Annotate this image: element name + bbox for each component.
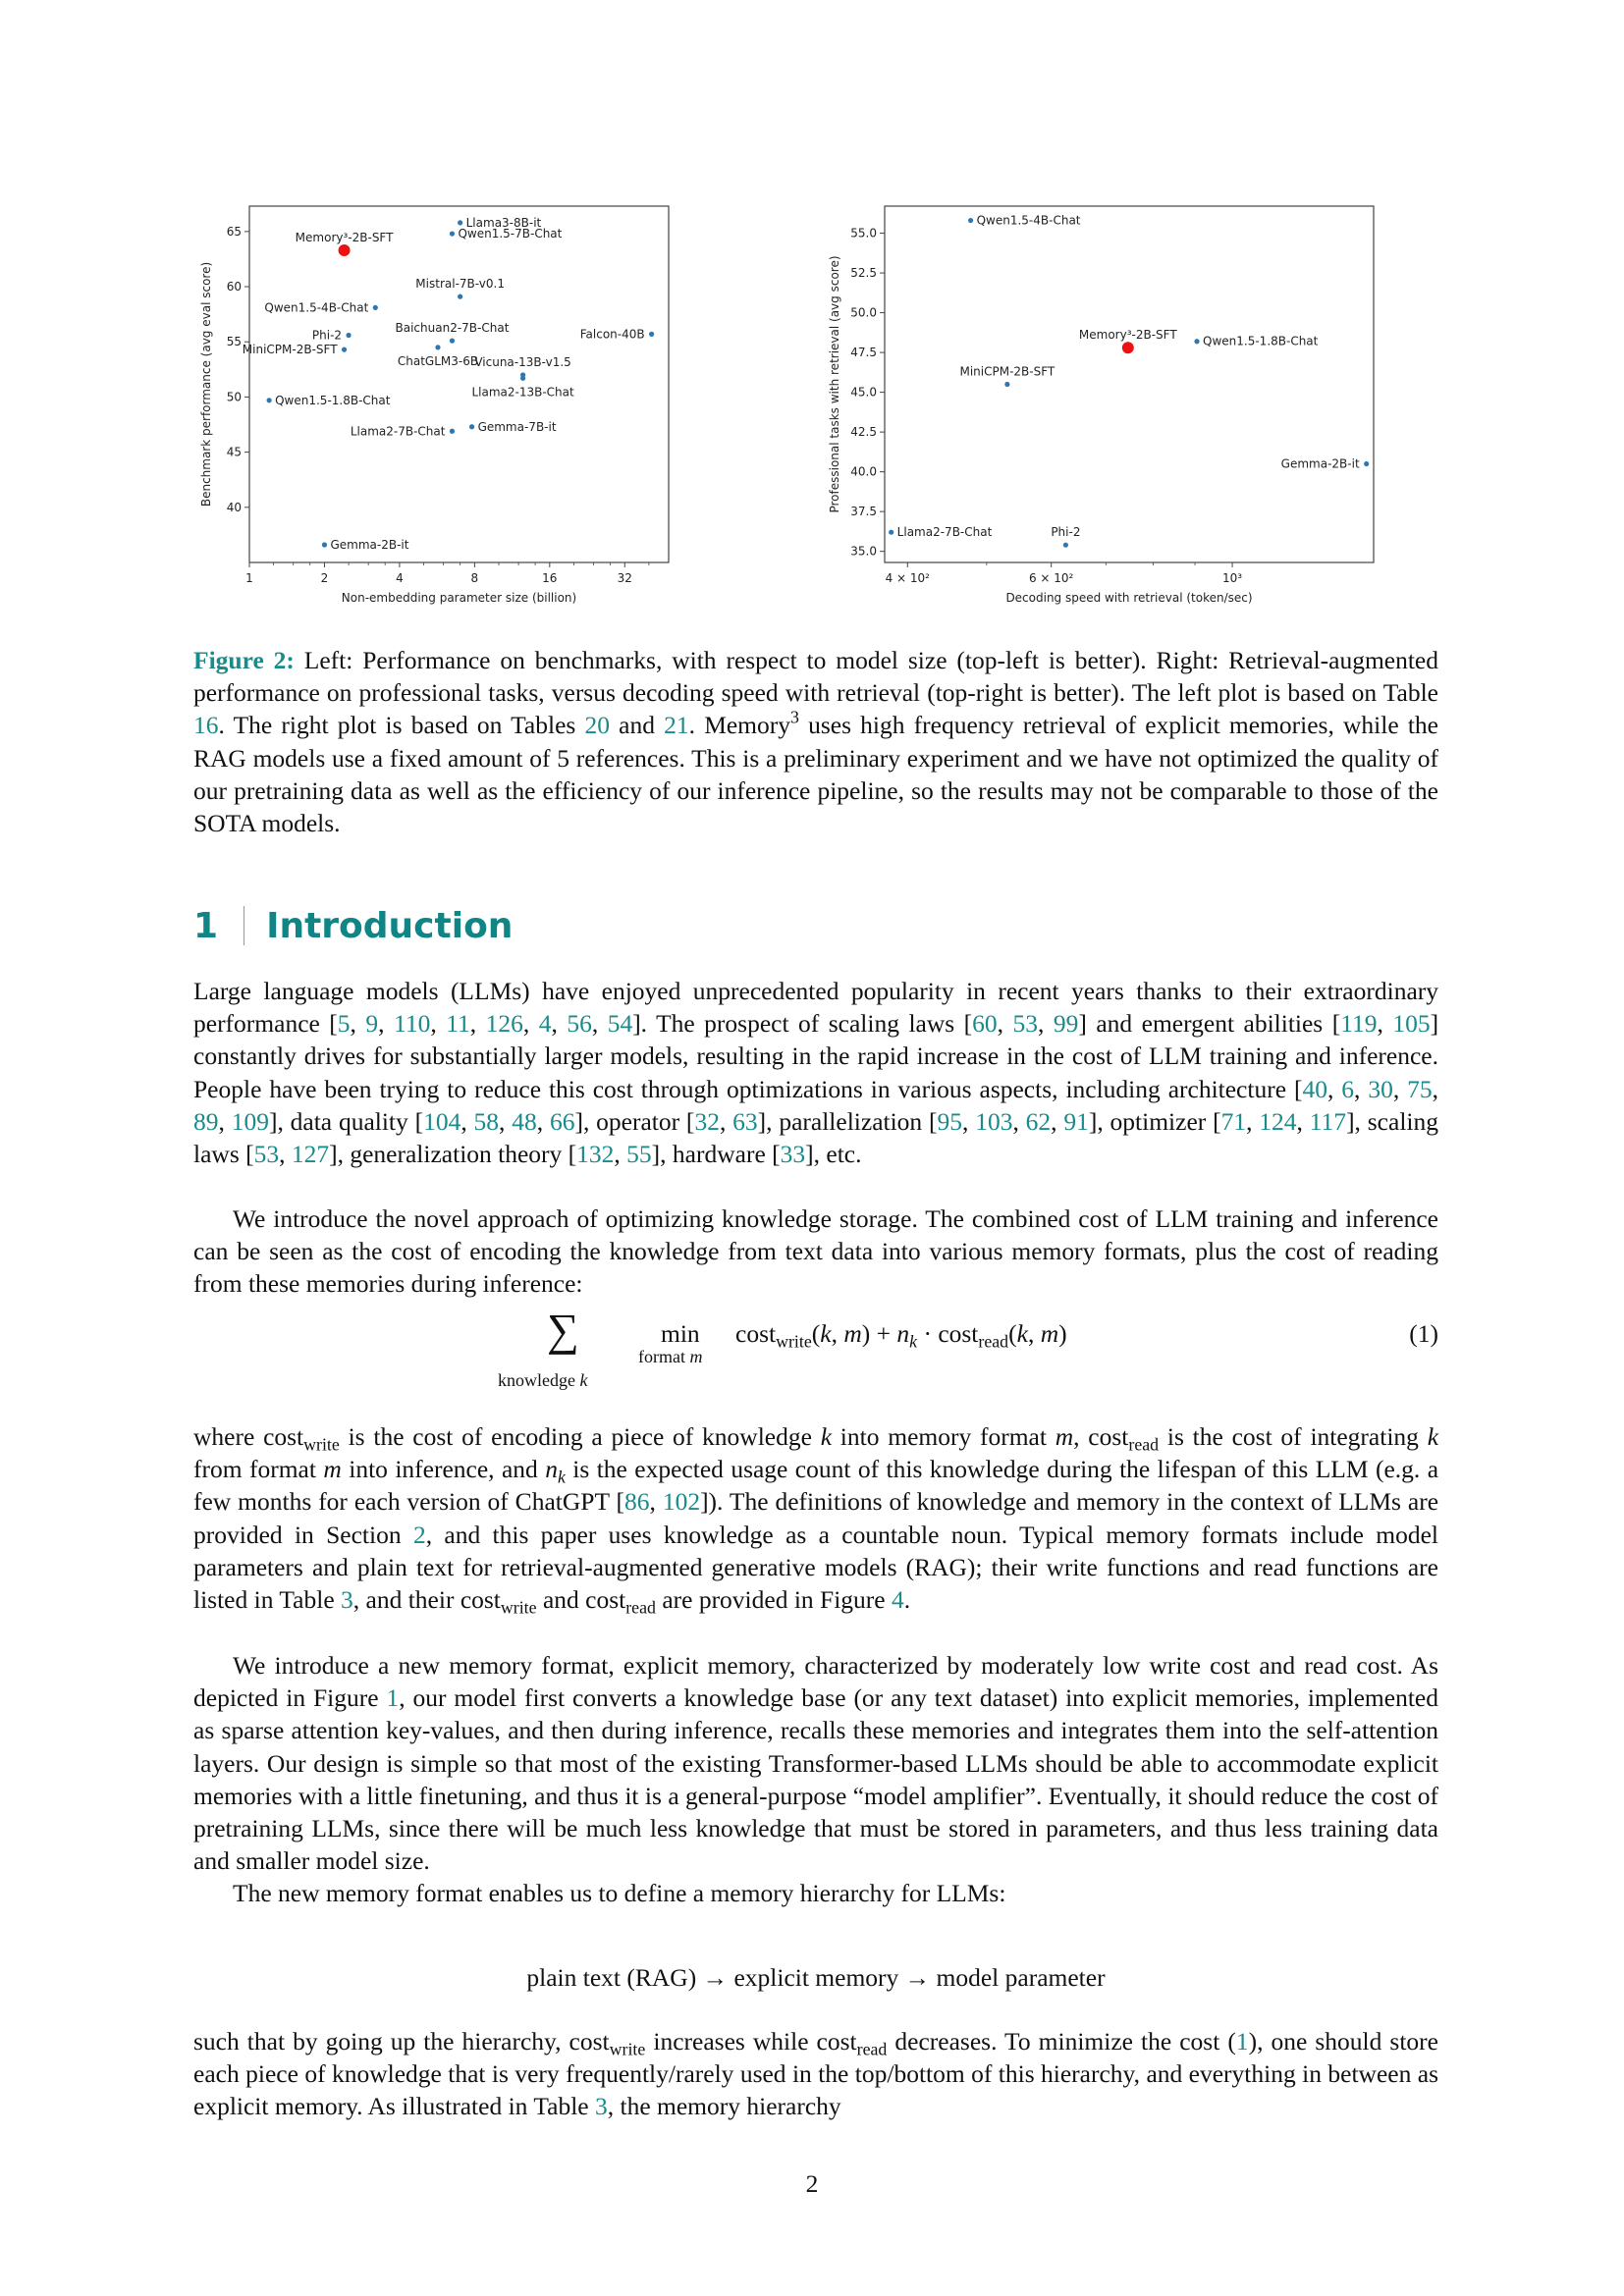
y-axis-label: Professional tasks with retrieval (avg score) xyxy=(828,255,841,513)
citation-link[interactable]: 56 xyxy=(567,1009,592,1039)
sum-symbol: ∑ xyxy=(547,1305,579,1355)
citation-link[interactable]: 11 xyxy=(446,1009,470,1039)
data-point xyxy=(889,530,893,535)
citation-link[interactable]: 66 xyxy=(549,1106,575,1136)
paragraph-1: Large language models (LLMs) have enjoyed unprecedented popularity in recent years thanks to their extraordinary performance [5, 9, 110, 11, 126, 4, 56, 54]. The prospect of scaling laws [60, 53, 99] and emergent abilities [119, 105] constantly drives for substantially larger models, resulting in the rapid increase in the cost of LLM training and inference. People have been trying to reduce this cost through optimizations in various aspects, including architecture [40, 6, 30, 75, 89, 109], data quality [104, 58, 48, 66], operator [32, 63], parallelization [95, 103, 62, 91], optimizer [71, 124, 117], scaling laws [53, 127], generalization theory [132, 55], hardware [33], etc. xyxy=(193,977,1439,1169)
data-point xyxy=(450,429,455,434)
point-label: MiniCPM-2B-SFT xyxy=(242,343,338,357)
citation-link[interactable]: 91 xyxy=(1063,1106,1089,1136)
point-label: ChatGLM3-6B xyxy=(397,353,479,368)
citation-link[interactable]: 60 xyxy=(972,1009,998,1039)
highlight-point xyxy=(1122,342,1134,353)
point-label: Baichuan2-7B-Chat xyxy=(395,321,510,336)
x-tick-label: 1 xyxy=(245,571,253,585)
y-tick-label: 40 xyxy=(226,500,242,514)
point-label: Qwen1.5-4B-Chat xyxy=(976,213,1081,228)
citation-link[interactable]: 132 xyxy=(576,1140,615,1169)
data-point xyxy=(520,376,525,381)
citation-link[interactable]: 40 xyxy=(1302,1074,1327,1103)
y-tick-label: 45.0 xyxy=(850,385,877,400)
y-tick-label: 55.0 xyxy=(850,226,877,240)
citation-link[interactable]: 9 xyxy=(365,1009,379,1039)
y-tick-label: 40.0 xyxy=(850,464,877,479)
data-point xyxy=(649,332,654,337)
paragraph-5: The new memory format enables us to define a memory hierarchy for LLMs: xyxy=(233,1879,1006,1908)
y-tick-label: 55 xyxy=(226,335,242,349)
point-label: Qwen1.5-4B-Chat xyxy=(264,300,369,315)
citation-link[interactable]: 127 xyxy=(291,1140,330,1169)
citation-link[interactable]: 71 xyxy=(1220,1106,1247,1136)
citation-link[interactable]: 124 xyxy=(1259,1106,1297,1136)
data-point xyxy=(458,294,462,299)
x-tick-label: 2 xyxy=(320,571,329,585)
citation-link[interactable]: 30 xyxy=(1368,1074,1393,1103)
memory-hierarchy: plain text (RAG) → explicit memory → model parameter xyxy=(526,1963,1106,1992)
x-tick-label: 16 xyxy=(542,571,558,585)
equation-1 xyxy=(193,1305,1438,1390)
sum-subscript: knowledge k xyxy=(498,1370,588,1390)
table-ref-3[interactable]: 3 xyxy=(594,2092,608,2121)
data-point xyxy=(435,345,440,349)
x-tick-label: 4 xyxy=(396,571,404,585)
point-label: Llama2-7B-Chat xyxy=(350,424,446,439)
x-tick-label: 4 × 10² xyxy=(885,571,930,585)
point-label: MiniCPM-2B-SFT xyxy=(959,364,1056,379)
figure-label: Figure 2: xyxy=(193,646,295,674)
x-axis-label: Decoding speed with retrieval (token/sec) xyxy=(1005,591,1253,605)
y-tick-label: 50.0 xyxy=(850,305,877,320)
citation-link[interactable]: 110 xyxy=(394,1009,431,1039)
equation-ref-1[interactable]: 1 xyxy=(1235,2027,1249,2056)
data-point xyxy=(267,398,272,402)
data-point xyxy=(968,218,973,223)
section-number: 1 xyxy=(193,905,219,946)
x-tick-label: 10³ xyxy=(1222,571,1243,585)
data-point xyxy=(322,542,327,547)
citation-link[interactable]: 53 xyxy=(1012,1009,1039,1039)
citation-link[interactable]: 103 xyxy=(975,1106,1013,1136)
point-label: Qwen1.5-7B-Chat xyxy=(458,227,563,241)
data-point xyxy=(1004,382,1009,387)
x-tick-label: 8 xyxy=(470,571,479,585)
citation-link[interactable]: 86 xyxy=(624,1487,650,1517)
point-label: Qwen1.5-1.8B-Chat xyxy=(275,393,391,407)
citation-link[interactable]: 32 xyxy=(694,1106,720,1136)
equation-number: (1) xyxy=(1409,1319,1438,1348)
citation-link[interactable]: 89 xyxy=(193,1106,219,1136)
citation-link[interactable]: 48 xyxy=(512,1106,537,1136)
citation-link[interactable]: 6 xyxy=(1341,1074,1355,1103)
table-ref-3[interactable]: 3 xyxy=(341,1585,353,1615)
point-label: Gemma-2B-it xyxy=(1280,456,1360,471)
plot-frame xyxy=(249,206,669,562)
point-label: Gemma-2B-it xyxy=(330,538,409,553)
y-tick-label: 37.5 xyxy=(850,505,877,519)
citation-link[interactable]: 95 xyxy=(937,1106,962,1136)
citation-link[interactable]: 4 xyxy=(538,1009,552,1039)
citation-link[interactable]: 63 xyxy=(732,1106,758,1136)
highlight-point xyxy=(339,244,351,256)
point-label: Phi-2 xyxy=(1051,525,1081,540)
citation-link[interactable]: 53 xyxy=(253,1140,280,1169)
data-point xyxy=(450,339,455,344)
y-axis-label: Benchmark performance (avg eval score) xyxy=(199,261,213,507)
paragraph-4: We introduce a new memory format, explicit memory, characterized by moderately low write cost and read cost. As depicted in Figure 1, our model first converts a knowledge base (or any text dataset) into explicit memories, implemented as sparse attention key-values, and then during inference, recalls these memories and integrates them into the self-attention layers. Our design is simple so that most of the existing Transformer-based LLMs should be able to accommodate explicit memories with a little finetuning, and thus it is a general-purpose “model amplifier”. Eventually, it should reduce the cost of pretraining LLMs, since there will be much less knowledge that must be stored in parameters, and thus less training data and smaller model size. The new memory format enables us to define a memory hierarchy for LLMs: xyxy=(193,1649,1438,1910)
y-tick-label: 47.5 xyxy=(850,346,877,360)
data-point xyxy=(469,424,474,429)
citation-link[interactable]: 109 xyxy=(231,1106,269,1136)
point-label: Llama2-7B-Chat xyxy=(896,525,993,540)
point-label: Qwen1.5-1.8B-Chat xyxy=(1203,334,1319,348)
section-ref-2[interactable]: 2 xyxy=(412,1520,426,1549)
citation-link[interactable]: 55 xyxy=(626,1140,652,1169)
citation-link[interactable]: 75 xyxy=(1407,1074,1433,1103)
point-label: Llama2-13B-Chat xyxy=(471,385,574,400)
point-label: Memory³-2B-SFT xyxy=(295,230,394,244)
data-point xyxy=(1063,543,1068,548)
figure-2 xyxy=(196,191,1443,623)
plot-frame xyxy=(885,206,1374,562)
y-tick-label: 65 xyxy=(226,224,242,239)
section-title: Introduction xyxy=(266,905,514,946)
citation-link[interactable]: 105 xyxy=(1392,1009,1431,1039)
chart-right-retrieval-vs-speed xyxy=(825,191,1453,623)
y-tick-label: 52.5 xyxy=(850,266,877,281)
data-point xyxy=(342,347,347,351)
x-axis-label: Non-embedding parameter size (billion) xyxy=(341,591,577,605)
figure-ref-4[interactable]: 4 xyxy=(892,1585,904,1615)
citation-link[interactable]: 33 xyxy=(780,1140,806,1169)
paragraph-3: where cost$_{write}$ is the cost of encoding a piece of knowledge k into memory format m, cost$_{read}$ is the cost of integrating k from format m into inference, and $n_k$ is the expected usage count of this knowledge during the lifespan of this LLM (e.g. a few months for each version of ChatGPT [86, 102]). The definitions of knowledge and memory in the context of LLMs are provided in Section 2, and this paper uses knowledge as a countable noun. Typical memory formats include model parameters and plain text for retrieval-augmented generative models (RAG); their write functions and read functions are listed in Table 3, and their cost$_{write}$ and cost$_{read}$ are provided in Figure 4. xyxy=(193,1422,1439,1618)
figure-ref-1[interactable]: 1 xyxy=(386,1683,400,1713)
x-tick-label: 6 × 10² xyxy=(1028,571,1074,585)
citation-link[interactable]: 99 xyxy=(1053,1009,1079,1039)
citation-link[interactable]: 119 xyxy=(1340,1009,1378,1039)
x-tick-label: 32 xyxy=(617,571,632,585)
citation-link[interactable]: 117 xyxy=(1309,1106,1347,1136)
data-point xyxy=(450,231,455,236)
citation-link[interactable]: 126 xyxy=(485,1009,523,1039)
table-ref-21[interactable]: 21 xyxy=(664,711,689,740)
point-label: Falcon-40B xyxy=(579,327,645,342)
paragraph-2: We introduce the novel approach of optimizing knowledge storage. The combined cost of LLM training and inference can be seen as the cost of encoding the knowledge from text data into various memory formats, plus the cost of reading from these memories during inference: xyxy=(193,1204,1438,1299)
equation-expression: cost$_{write}$(k, $m) + n_k \cdot \cos t_{read}(k$, m) xyxy=(735,1319,1067,1352)
point-label: Llama3-8B-it xyxy=(465,215,542,230)
citation-link[interactable]: 102 xyxy=(662,1487,701,1517)
figure-caption: Figure 2: Left: Performance on benchmarks, with respect to model size (top-left is better). Right: Retrieval-augmented performance on professional tasks, versus decoding speed with retrieval (top-right is better). The left plot is based on Table 16. The right plot is based on Tables 20 and 21. Memory$^3$ uses high frequency retrieval of explicit memories, while the RAG models use a fixed amount of 5 references. This is a preliminary experiment and we have not optimized the quality of our pretraining data as well as the efficiency of our inference pipeline, so the results may not be comparable to those of the SOTA models. xyxy=(193,646,1438,838)
citation-link[interactable]: 62 xyxy=(1025,1106,1052,1136)
citation-link[interactable]: 104 xyxy=(423,1106,461,1136)
table-ref-16[interactable]: 16 xyxy=(193,711,219,740)
data-point xyxy=(1194,339,1199,344)
section-heading xyxy=(193,896,513,955)
point-label: Vicuna-13B-v1.5 xyxy=(474,354,571,369)
data-point xyxy=(458,220,462,225)
data-point xyxy=(1364,461,1369,466)
y-tick-label: 45 xyxy=(226,445,242,459)
y-tick-label: 60 xyxy=(226,280,242,294)
citation-link[interactable]: 5 xyxy=(337,1009,351,1039)
y-tick-label: 42.5 xyxy=(850,425,877,440)
table-ref-20[interactable]: 20 xyxy=(584,711,610,740)
point-label: Phi-2 xyxy=(311,328,343,343)
min-operator: min xyxy=(661,1319,700,1348)
point-label: Memory³-2B-SFT xyxy=(1078,328,1177,343)
paragraph-6: such that by going up the hierarchy, cost$_{write}$ increases while cost$_{read}$ decreases. To minimize the cost (1), one should store each piece of knowledge that is very frequently/rarely used in the top/bottom of this hierarchy, and everything in between as explicit memory. As illustrated in Table 3, the memory hierarchy xyxy=(193,2027,1438,2121)
citation-link[interactable]: 58 xyxy=(473,1106,500,1136)
citation-link[interactable]: 54 xyxy=(607,1009,633,1039)
point-label: Mistral-7B-v0.1 xyxy=(415,277,505,292)
data-point xyxy=(346,333,351,338)
chart-left-benchmark-vs-size xyxy=(196,191,825,623)
y-tick-label: 50 xyxy=(226,390,242,404)
min-subscript: format m xyxy=(638,1347,703,1366)
y-tick-label: 35.0 xyxy=(850,544,877,559)
point-label: Gemma-7B-it xyxy=(477,419,557,434)
data-point xyxy=(373,305,378,310)
page-number: 2 xyxy=(805,2169,819,2198)
